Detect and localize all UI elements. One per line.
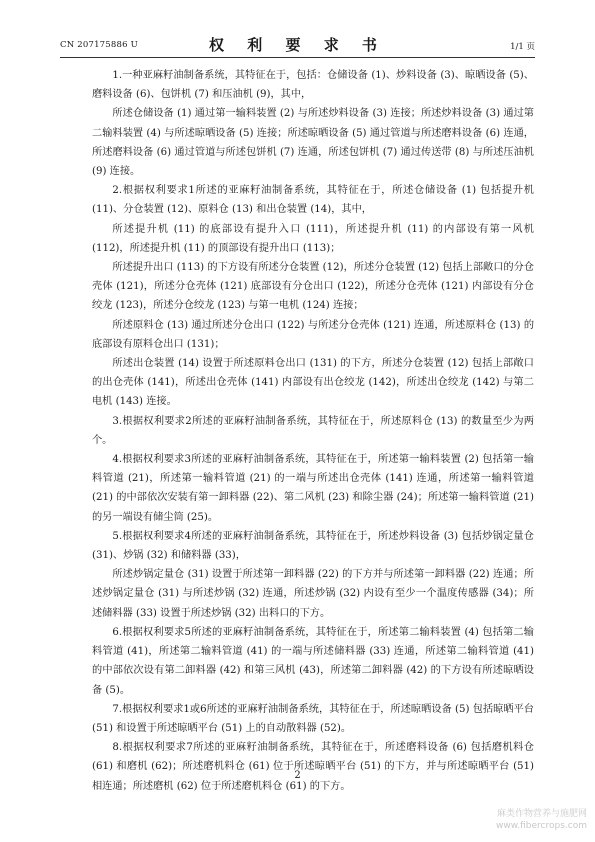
- claim-1-paragraph: 1.一种亚麻籽油制备系统，其特征在于，包括：仓储设备 (1)、炒料设备 (3)、晾晒设备 (5)、磨料设备 (6)、包饼机 (7) 和压油机 (9)，其中，: [92, 70, 534, 101]
- claim-8-paragraph: 8.根据权利要求7所述的亚麻籽油制备系统，其特征在于，所述磨料设备 (6) 包括磨机料仓 (61) 和磨机 (62)；所述磨机料仓 (61) 位于所述晾晒平台 (51) 的下方，并与所述晾晒平台 (51) 相连通；所述磨机 (62) 位于所述磨机料仓 (61) 的下方。: [92, 742, 534, 792]
- claim-1-body: 所述仓储设备 (1) 通过第一输料装置 (2) 与所述炒料设备 (3) 连接；所述炒料设备 (3) 通过第二输料装置 (4) 与所述晾晒设备 (5) 连接；所述晾晒设备 (5) 通过管道与所述磨料设备 (6) 连通，所述磨料设备 (6) 通过管道与所述包饼机 (7) 连通，所述包饼机 (7) 通过传送带 (8) 与所述压油机 (9) 连接。: [92, 108, 534, 178]
- claim-2-body: 所述原料仓 (13) 通过所述分仓出口 (122) 与所述分仓壳体 (121) 连通，所述原料仓 (13) 的底部设有原料仓出口 (131)；: [92, 319, 534, 350]
- page-header: [60, 34, 535, 56]
- watermark-site-name: 麻类作物营养与施肥网: [496, 809, 587, 819]
- claim-2-body: 所述提升机 (11) 的底部设有提升入口 (111)，所述提升机 (11) 的内部设有第一风机 (112)，所述提升机 (11) 的顶部设有提升出口 (113)；: [92, 223, 534, 254]
- claim-4-paragraph: 4.根据权利要求3所述的亚麻籽油制备系统，其特征在于，所述第一输料装置 (2) 包括第一输料管道 (21)，所述第一输料管道 (21) 的一端与所述出仓壳体 (141) 连通，所述第一输料管道 (21) 的中部依次安装有第一卸料器 (22)、第二风机 (23) 和除尘器 (24)；所述第一输料管道 (21) 的另一端设有储尘筒 (25)。: [92, 454, 534, 523]
- claim-2-body: 所述出仓装置 (14) 设置于所述原料仓出口 (131) 的下方，所述分仓装置 (12) 包括上部敞口的出仓壳体 (141)，所述出仓壳体 (141) 内部设有出仓绞龙 (142)，所述出仓绞龙 (142) 与第二电机 (143) 连接。: [92, 358, 534, 408]
- page-number: 2: [294, 770, 301, 781]
- publication-number: CN 207175886 U: [60, 40, 138, 50]
- claim-7-paragraph: 7.根据权利要求1或6所述的亚麻籽油制备系统，其特征在于，所述晾晒设备 (5) 包括晾晒平台 (51) 和设置于所述晾晒平台 (51) 上的自动散料器 (52)。: [92, 703, 534, 734]
- claim-3-paragraph: 3.根据权利要求2所述的亚麻籽油制备系统，其特征在于，所述原料仓 (13) 的数量至少为两个。: [92, 415, 534, 446]
- page-count: 1/1 页: [510, 42, 535, 52]
- claim-2-paragraph: 2.根据权利要求1所述的亚麻籽油制备系统，其特征在于，所述仓储设备 (1) 包括提升机 (11)、分仓装置 (12)、原料仓 (13) 和出仓装置 (14)，其中，: [92, 185, 534, 216]
- document-title: 权 利 要 求 书: [209, 36, 386, 54]
- claim-5-body: 所述炒锅定量仓 (31) 设置于所述第一卸料器 (22) 的下方并与所述第一卸料器 (22) 连通；所述炒锅定量仓 (31) 与所述炒锅 (32) 连通，所述炒锅 (32) 内设有至少一个温度传感器 (34)；所述储料器 (33) 设置于所述炒锅 (32) 出料口的下方。: [92, 569, 534, 619]
- watermark-url: www.fibercrops.com: [496, 821, 587, 831]
- watermark: [496, 808, 587, 832]
- claim-2-body: 所述提升出口 (113) 的下方设有所述分仓装置 (12)，所述分仓装置 (12) 包括上部敞口的分仓壳体 (121)，所述分仓壳体 (121) 底部设有分仓出口 (122)，所述分仓壳体 (121) 内部设有分仓绞龙 (123)，所述分仓绞龙 (123) 与第一电机 (124) 连接；: [92, 262, 534, 312]
- claim-6-paragraph: 6.根据权利要求5所述的亚麻籽油制备系统，其特征在于，所述第二输料装置 (4) 包括第二输料管道 (41)，所述第二输料管道 (41) 的一端与所述储料器 (33) 连通，所述第二输料管道 (41) 的中部依次设有第二卸料器 (42) 和第三风机 (43)，所述第二卸料器 (42) 的下方设有所述晾晒设备 (5)。: [92, 626, 534, 696]
- claim-5-paragraph: 5.根据权利要求4所述的亚麻籽油制备系统，其特征在于，所述炒料设备 (3) 包括炒锅定量仓 (31)、炒锅 (32) 和储料器 (33)，: [92, 530, 534, 562]
- claims-body: [92, 66, 534, 796]
- header-rule: [60, 57, 535, 58]
